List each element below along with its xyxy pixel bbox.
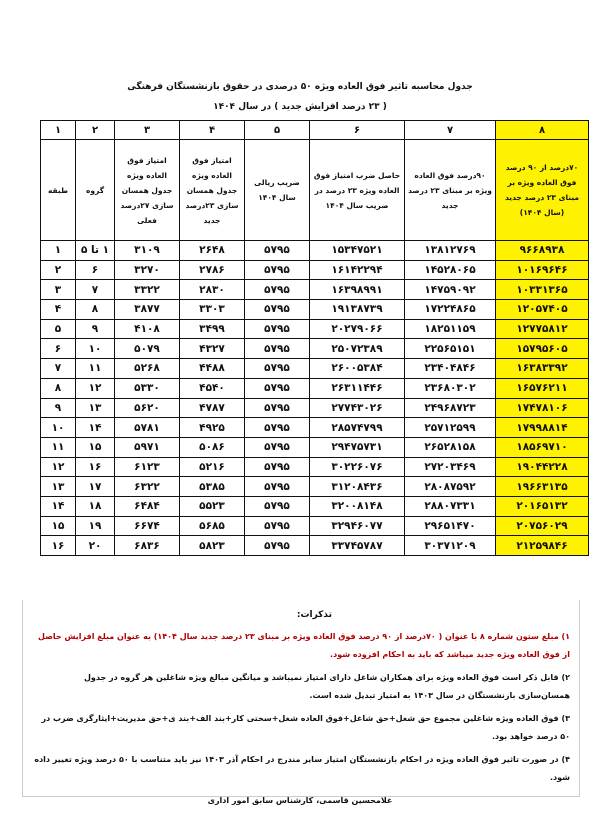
cell-group: ۱۰ bbox=[76, 339, 115, 359]
cell-special-90pct: ۱۸۲۵۱۱۵۹ bbox=[405, 319, 496, 339]
cell-product-score: ۲۶۰۰۵۳۸۴ bbox=[310, 359, 405, 379]
table-row bbox=[41, 516, 589, 536]
cell-score-23pct: ۲۶۴۸ bbox=[180, 241, 245, 261]
table-body bbox=[41, 241, 589, 556]
cell-rial-coefficient: ۵۷۹۵ bbox=[245, 339, 310, 359]
column-number-6: ۶ bbox=[310, 121, 405, 140]
cell-product-score: ۲۰۲۷۹۰۶۶ bbox=[310, 319, 405, 339]
header-class: طبقه bbox=[41, 140, 76, 241]
cell-score-23pct: ۳۳۰۳ bbox=[180, 300, 245, 320]
table-row bbox=[41, 241, 589, 261]
cell-increase-70pct: ۱۰۳۳۱۳۶۵ bbox=[496, 280, 589, 300]
table-row bbox=[41, 319, 589, 339]
cell-special-90pct: ۳۰۳۷۱۲۰۹ bbox=[405, 536, 496, 556]
cell-class: ۴ bbox=[41, 300, 76, 320]
cell-score-23pct: ۲۷۸۶ bbox=[180, 260, 245, 280]
note-1: ۱) مبلغ ستون شماره ۸ با عنوان ( ۷۰درصد از ۹۰ درصد فوق العاده ویژه بر مبنای ۲۳ درصد جدید سال ۱۴۰۴) به عنوان مبلغ افزایش حاصل از فوق العاده ویژه جدید میباشد که باید به احکام افزوده شود. bbox=[38, 632, 570, 659]
cell-class: ۱۵ bbox=[41, 516, 76, 536]
table-row bbox=[41, 359, 589, 379]
cell-score-27pct: ۶۶۷۴ bbox=[115, 516, 180, 536]
cell-group: ۱۷ bbox=[76, 477, 115, 497]
cell-class: ۹ bbox=[41, 398, 76, 418]
cell-score-27pct: ۳۱۰۹ bbox=[115, 241, 180, 261]
cell-score-23pct: ۵۶۸۵ bbox=[180, 516, 245, 536]
cell-score-27pct: ۵۹۷۱ bbox=[115, 437, 180, 457]
cell-score-23pct: ۴۵۴۰ bbox=[180, 378, 245, 398]
cell-increase-70pct: ۱۲۰۵۷۴۰۵ bbox=[496, 300, 589, 320]
cell-special-90pct: ۱۴۵۲۸۰۶۵ bbox=[405, 260, 496, 280]
column-number-3: ۳ bbox=[115, 121, 180, 140]
header-rial-coefficient: ضریب ریالی سال ۱۴۰۴ bbox=[245, 140, 310, 241]
header-group: گروه bbox=[76, 140, 115, 241]
cell-score-23pct: ۴۹۲۵ bbox=[180, 418, 245, 438]
cell-increase-70pct: ۱۶۵۷۶۲۱۱ bbox=[496, 378, 589, 398]
note-2: ۲) قابل ذکر است فوق العاده ویژه برای همکاران شاغل دارای امتیاز نمیباشد و میانگین مبالغ ویژه شاغلین هر گروه در جدول همسان‌سازی بازنشستگان در سال ۱۴۰۳ به امتیاز تبدیل شده است. bbox=[83, 673, 570, 700]
cell-product-score: ۳۳۷۴۵۷۸۷ bbox=[310, 536, 405, 556]
cell-increase-70pct: ۲۰۷۵۶۰۲۹ bbox=[496, 516, 589, 536]
cell-score-27pct: ۳۳۲۲ bbox=[115, 280, 180, 300]
page-title: جدول محاسبه تاثیر فوق العاده ویژه ۵۰ درصدی در حقوق بازنشستگان فرهنگی bbox=[127, 82, 473, 92]
cell-score-27pct: ۵۶۲۰ bbox=[115, 398, 180, 418]
cell-class: ۱۱ bbox=[41, 437, 76, 457]
cell-score-23pct: ۴۳۲۷ bbox=[180, 339, 245, 359]
cell-rial-coefficient: ۵۷۹۵ bbox=[245, 359, 310, 379]
cell-group: ۶ bbox=[76, 260, 115, 280]
cell-product-score: ۳۲۹۴۶۰۷۷ bbox=[310, 516, 405, 536]
cell-group: ۱۴ bbox=[76, 418, 115, 438]
table-row bbox=[41, 496, 589, 516]
cell-product-score: ۲۸۵۷۴۷۹۹ bbox=[310, 418, 405, 438]
cell-product-score: ۳۰۲۲۶۰۷۶ bbox=[310, 457, 405, 477]
header-increase-70pct: ۷۰درصد از ۹۰ درصد فوق العاده ویژه بر مبنای ۲۳ درصد جدید (سال ۱۴۰۴) bbox=[496, 140, 589, 241]
column-number-1: ۱ bbox=[41, 121, 76, 140]
cell-rial-coefficient: ۵۷۹۵ bbox=[245, 241, 310, 261]
header-product-score: حاصل ضرب امتیاز فوق العاده ویژه ۲۳ درصد در ضریب سال ۱۴۰۴ bbox=[310, 140, 405, 241]
cell-product-score: ۲۹۴۷۵۷۳۱ bbox=[310, 437, 405, 457]
cell-class: ۱۴ bbox=[41, 496, 76, 516]
cell-group: ۹ bbox=[76, 319, 115, 339]
cell-product-score: ۱۶۱۴۲۲۹۴ bbox=[310, 260, 405, 280]
note-3: ۳) فوق العاده ویژه شاغلین مجموع حق شغل+حق شاغل+فوق العاده شغل+سختی کار+بند الف+بند ی+حق مدیریت+ایثارگری ضرب در ۵۰ درصد خواهد بود. bbox=[41, 714, 570, 741]
cell-class: ۷ bbox=[41, 359, 76, 379]
table-row bbox=[41, 437, 589, 457]
cell-score-23pct: ۴۷۸۷ bbox=[180, 398, 245, 418]
note-4: ۴) در صورت تاثیر فوق العاده ویژه در احکام بازنشستگان امتیاز سایر مندرج در احکام آذر ۱۴۰۳ نیز باید متناسب با ۵۰ درصد ویژه تغییر داده شود. bbox=[34, 755, 570, 782]
cell-rial-coefficient: ۵۷۹۵ bbox=[245, 378, 310, 398]
table-row bbox=[41, 457, 589, 477]
cell-special-90pct: ۲۳۴۰۴۸۴۶ bbox=[405, 359, 496, 379]
cell-rial-coefficient: ۵۷۹۵ bbox=[245, 496, 310, 516]
table-row bbox=[41, 378, 589, 398]
cell-rial-coefficient: ۵۷۹۵ bbox=[245, 418, 310, 438]
cell-class: ۳ bbox=[41, 280, 76, 300]
cell-score-27pct: ۶۳۲۲ bbox=[115, 477, 180, 497]
header-score-27pct: امتیاز فوق العاده ویژه جدول همسان سازی ۲۷درصد فعلی bbox=[115, 140, 180, 241]
cell-group: ۸ bbox=[76, 300, 115, 320]
cell-increase-70pct: ۱۲۷۷۵۸۱۲ bbox=[496, 319, 589, 339]
cell-class: ۱۶ bbox=[41, 536, 76, 556]
cell-special-90pct: ۲۴۹۶۸۷۲۳ bbox=[405, 398, 496, 418]
calculation-table bbox=[40, 120, 589, 556]
column-number-8: ۸ bbox=[496, 121, 589, 140]
cell-rial-coefficient: ۵۷۹۵ bbox=[245, 319, 310, 339]
header-90pct-special: ۹۰درصد فوق العاده ویژه بر مبنای ۲۳ درصد جدید bbox=[405, 140, 496, 241]
cell-special-90pct: ۲۳۶۸۰۳۰۲ bbox=[405, 378, 496, 398]
cell-rial-coefficient: ۵۷۹۵ bbox=[245, 536, 310, 556]
cell-special-90pct: ۱۷۲۲۴۸۶۵ bbox=[405, 300, 496, 320]
cell-group: ۱۲ bbox=[76, 378, 115, 398]
cell-class: ۲ bbox=[41, 260, 76, 280]
cell-rial-coefficient: ۵۷۹۵ bbox=[245, 477, 310, 497]
cell-increase-70pct: ۱۷۴۷۸۱۰۶ bbox=[496, 398, 589, 418]
cell-special-90pct: ۲۶۵۲۸۱۵۸ bbox=[405, 437, 496, 457]
cell-rial-coefficient: ۵۷۹۵ bbox=[245, 457, 310, 477]
cell-class: ۸ bbox=[41, 378, 76, 398]
cell-score-23pct: ۵۳۸۵ bbox=[180, 477, 245, 497]
cell-score-23pct: ۳۴۹۹ bbox=[180, 319, 245, 339]
header-score-23pct: امتیاز فوق العاده ویژه جدول همسان سازی ۲۳درصد جدید bbox=[180, 140, 245, 241]
cell-product-score: ۲۵۰۷۲۳۸۹ bbox=[310, 339, 405, 359]
cell-score-27pct: ۵۷۸۱ bbox=[115, 418, 180, 438]
table-row bbox=[41, 260, 589, 280]
cell-increase-70pct: ۲۰۱۶۵۱۳۲ bbox=[496, 496, 589, 516]
cell-score-27pct: ۳۲۷۰ bbox=[115, 260, 180, 280]
cell-increase-70pct: ۱۹۰۴۴۲۲۸ bbox=[496, 457, 589, 477]
cell-increase-70pct: ۱۸۵۶۹۷۱۰ bbox=[496, 437, 589, 457]
cell-group: ۲۰ bbox=[76, 536, 115, 556]
cell-product-score: ۳۱۲۰۸۴۳۶ bbox=[310, 477, 405, 497]
cell-class: ۱۲ bbox=[41, 457, 76, 477]
cell-score-23pct: ۴۴۸۸ bbox=[180, 359, 245, 379]
cell-rial-coefficient: ۵۷۹۵ bbox=[245, 280, 310, 300]
cell-class: ۵ bbox=[41, 319, 76, 339]
cell-group: ۱۸ bbox=[76, 496, 115, 516]
cell-group: ۱۳ bbox=[76, 398, 115, 418]
cell-group: ۱۵ bbox=[76, 437, 115, 457]
cell-special-90pct: ۲۸۰۸۷۵۹۲ bbox=[405, 477, 496, 497]
cell-increase-70pct: ۱۵۷۹۵۶۰۵ bbox=[496, 339, 589, 359]
cell-product-score: ۱۶۳۹۸۹۹۱ bbox=[310, 280, 405, 300]
notes-section bbox=[30, 628, 570, 815]
cell-rial-coefficient: ۵۷۹۵ bbox=[245, 398, 310, 418]
cell-product-score: ۲۶۳۱۱۴۴۶ bbox=[310, 378, 405, 398]
cell-score-27pct: ۵۲۶۸ bbox=[115, 359, 180, 379]
cell-score-23pct: ۵۸۲۳ bbox=[180, 536, 245, 556]
table-row bbox=[41, 300, 589, 320]
cell-score-27pct: ۵۰۷۹ bbox=[115, 339, 180, 359]
cell-score-23pct: ۵۰۸۶ bbox=[180, 437, 245, 457]
cell-class: ۱۰ bbox=[41, 418, 76, 438]
column-number-4: ۴ bbox=[180, 121, 245, 140]
cell-score-23pct: ۵۵۲۳ bbox=[180, 496, 245, 516]
cell-class: ۱ bbox=[41, 241, 76, 261]
signature: غلامحسین قاسمی، کارشناس سابق امور اداری bbox=[207, 796, 393, 805]
cell-score-27pct: ۴۱۰۸ bbox=[115, 319, 180, 339]
cell-group: ۱ تا ۵ bbox=[76, 241, 115, 261]
cell-group: ۱۹ bbox=[76, 516, 115, 536]
table-row bbox=[41, 536, 589, 556]
cell-rial-coefficient: ۵۷۹۵ bbox=[245, 516, 310, 536]
cell-special-90pct: ۲۵۷۱۲۵۹۹ bbox=[405, 418, 496, 438]
cell-score-23pct: ۵۲۱۶ bbox=[180, 457, 245, 477]
table-row bbox=[41, 280, 589, 300]
table-row bbox=[41, 339, 589, 359]
cell-product-score: ۱۵۳۴۷۵۲۱ bbox=[310, 241, 405, 261]
page-subtitle: ( ۲۳ درصد افزایش جدید ) در سال ۱۴۰۴ bbox=[213, 102, 387, 112]
cell-special-90pct: ۱۳۸۱۲۷۶۹ bbox=[405, 241, 496, 261]
cell-group: ۱۶ bbox=[76, 457, 115, 477]
cell-special-90pct: ۲۷۲۰۳۴۶۹ bbox=[405, 457, 496, 477]
cell-class: ۱۳ bbox=[41, 477, 76, 497]
cell-score-27pct: ۶۸۳۶ bbox=[115, 536, 180, 556]
column-number-5: ۵ bbox=[245, 121, 310, 140]
cell-increase-70pct: ۱۶۳۸۳۳۹۲ bbox=[496, 359, 589, 379]
cell-increase-70pct: ۹۶۶۸۹۳۸ bbox=[496, 241, 589, 261]
cell-special-90pct: ۲۲۵۶۵۱۵۱ bbox=[405, 339, 496, 359]
cell-increase-70pct: ۱۰۱۶۹۶۴۶ bbox=[496, 260, 589, 280]
column-number-row bbox=[41, 121, 589, 140]
cell-rial-coefficient: ۵۷۹۵ bbox=[245, 437, 310, 457]
cell-score-27pct: ۳۸۷۷ bbox=[115, 300, 180, 320]
cell-increase-70pct: ۲۱۲۵۹۸۴۶ bbox=[496, 536, 589, 556]
cell-increase-70pct: ۱۷۹۹۸۸۱۴ bbox=[496, 418, 589, 438]
cell-rial-coefficient: ۵۷۹۵ bbox=[245, 300, 310, 320]
cell-product-score: ۲۷۷۴۳۰۲۶ bbox=[310, 398, 405, 418]
table-row bbox=[41, 477, 589, 497]
cell-score-23pct: ۲۸۳۰ bbox=[180, 280, 245, 300]
cell-product-score: ۳۲۰۰۸۱۴۸ bbox=[310, 496, 405, 516]
cell-score-27pct: ۶۴۸۴ bbox=[115, 496, 180, 516]
cell-special-90pct: ۱۴۷۵۹۰۹۲ bbox=[405, 280, 496, 300]
cell-product-score: ۱۹۱۳۸۷۳۹ bbox=[310, 300, 405, 320]
cell-increase-70pct: ۱۹۶۶۳۱۳۵ bbox=[496, 477, 589, 497]
cell-group: ۷ bbox=[76, 280, 115, 300]
cell-score-27pct: ۶۱۲۳ bbox=[115, 457, 180, 477]
cell-group: ۱۱ bbox=[76, 359, 115, 379]
column-number-7: ۷ bbox=[405, 121, 496, 140]
notes-title: تذکرات: bbox=[296, 610, 332, 620]
cell-special-90pct: ۲۸۸۰۷۳۳۱ bbox=[405, 496, 496, 516]
cell-special-90pct: ۲۹۶۵۱۴۷۰ bbox=[405, 516, 496, 536]
column-number-2: ۲ bbox=[76, 121, 115, 140]
table-row bbox=[41, 398, 589, 418]
cell-rial-coefficient: ۵۷۹۵ bbox=[245, 260, 310, 280]
header-row bbox=[41, 140, 589, 241]
cell-score-27pct: ۵۳۳۰ bbox=[115, 378, 180, 398]
table-row bbox=[41, 418, 589, 438]
cell-class: ۶ bbox=[41, 339, 76, 359]
